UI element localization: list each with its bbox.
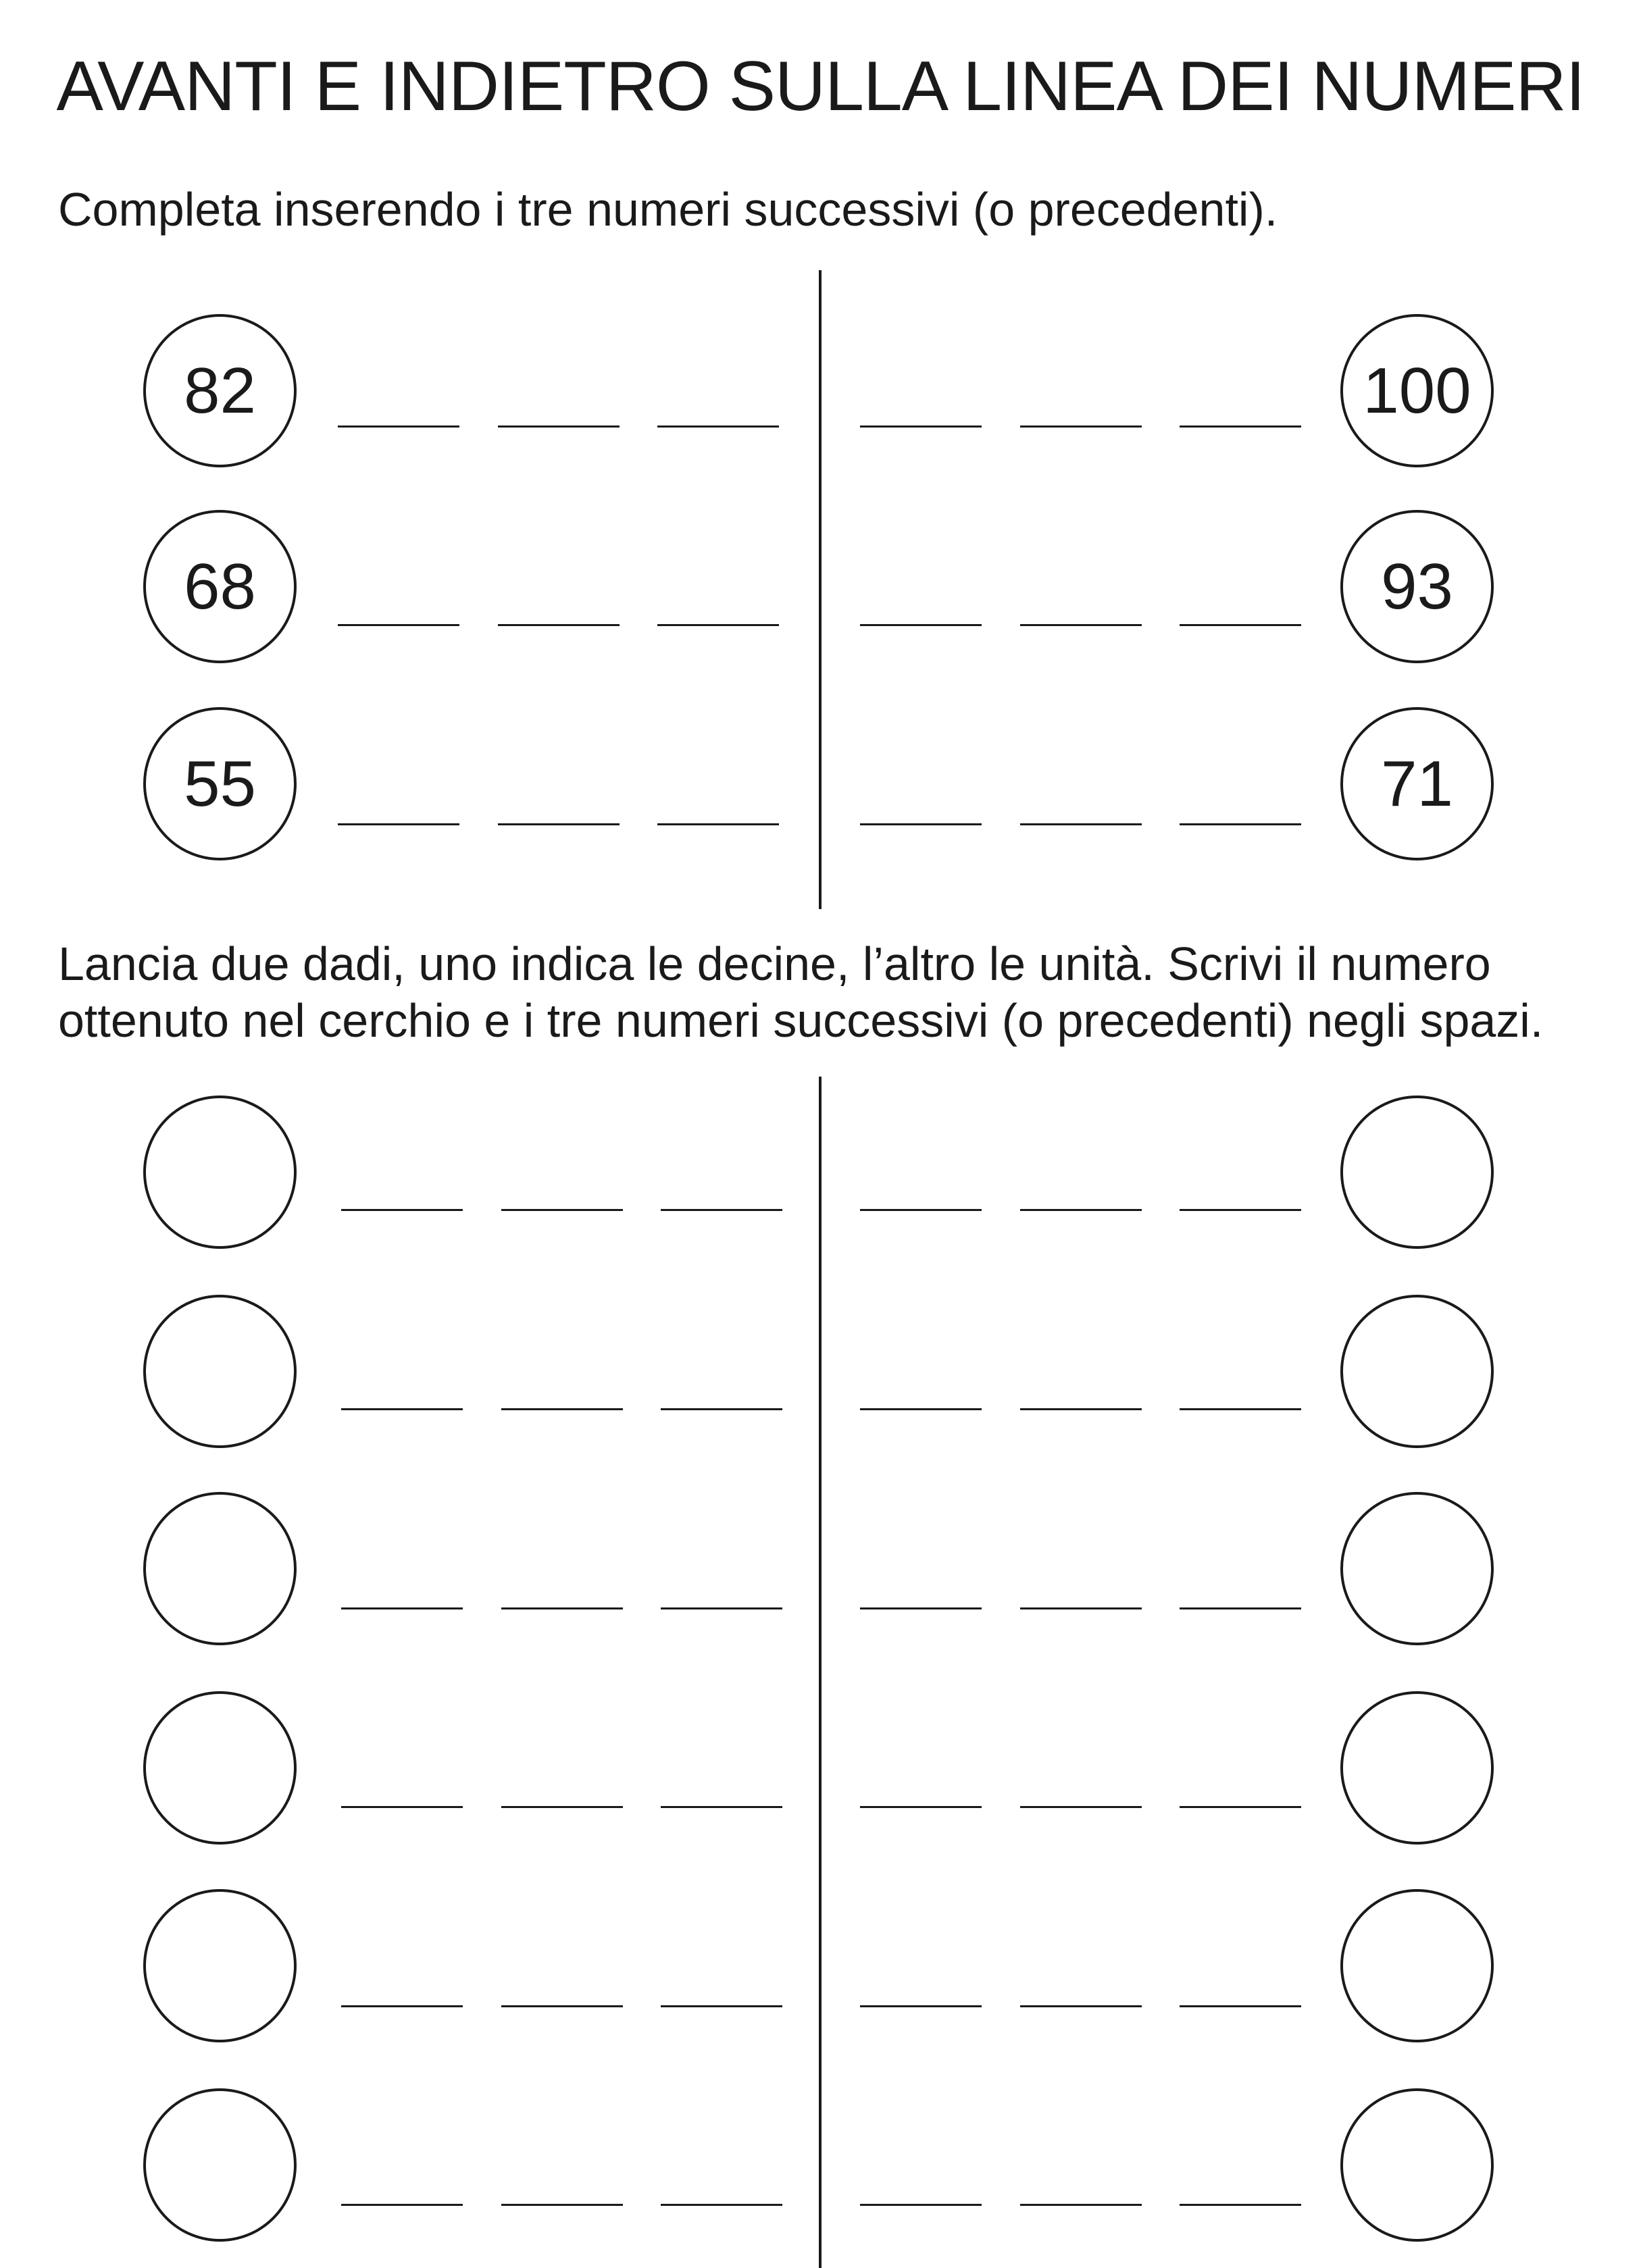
end-number-circle: 100 [1340,314,1494,467]
answer-blank[interactable] [341,1209,463,1211]
answer-blank[interactable] [1020,1806,1142,1808]
answer-blank[interactable] [498,823,620,825]
instruction-section-1: Completa inserendo i tre numeri successivi (o precedenti). [58,183,1278,236]
answer-blank[interactable] [860,1209,982,1211]
answer-blank[interactable] [1180,426,1301,428]
center-divider-section-2 [819,1077,822,2268]
answer-blank[interactable] [338,426,459,428]
dice-number-circle[interactable] [143,1096,297,1249]
answer-blank[interactable] [341,1806,463,1808]
dice-number-circle[interactable] [1340,1889,1494,2042]
answer-blank[interactable] [341,2204,463,2206]
answer-blank[interactable] [860,2005,982,2007]
answer-blank[interactable] [657,426,779,428]
answer-blank[interactable] [1180,2005,1301,2007]
answer-blank[interactable] [1020,1209,1142,1211]
answer-blank[interactable] [1020,1607,1142,1609]
dice-number-circle[interactable] [1340,1295,1494,1448]
answer-blank[interactable] [501,2204,623,2206]
dice-number-circle[interactable] [143,1691,297,1845]
answer-blank[interactable] [1180,2204,1301,2206]
answer-blank[interactable] [860,426,982,428]
answer-blank[interactable] [661,1209,782,1211]
answer-blank[interactable] [860,1607,982,1609]
answer-blank[interactable] [1180,1209,1301,1211]
start-number-circle: 68 [143,510,297,663]
answer-blank[interactable] [1180,1408,1301,1410]
answer-blank[interactable] [1180,624,1301,626]
answer-blank[interactable] [661,1806,782,1808]
start-number-circle: 55 [143,707,297,860]
instruction-line: Lancia due dadi, uno indica le decine, l’altro le unità. Scrivi il numero [58,937,1491,990]
answer-blank[interactable] [1180,1607,1301,1609]
answer-blank[interactable] [661,1607,782,1609]
answer-blank[interactable] [1020,426,1142,428]
answer-blank[interactable] [501,1408,623,1410]
instruction-section-2 [58,935,1543,1049]
answer-blank[interactable] [860,2204,982,2206]
end-number-circle: 93 [1340,510,1494,663]
answer-blank[interactable] [338,823,459,825]
page-title: AVANTI E INDIETRO SULLA LINEA DEI NUMERI [56,47,1585,126]
answer-blank[interactable] [341,1607,463,1609]
answer-blank[interactable] [498,624,620,626]
answer-blank[interactable] [860,624,982,626]
answer-blank[interactable] [1020,2005,1142,2007]
dice-number-circle[interactable] [143,1889,297,2042]
center-divider-section-1 [819,270,822,909]
start-number-circle: 82 [143,314,297,467]
answer-blank[interactable] [860,1806,982,1808]
answer-blank[interactable] [498,426,620,428]
answer-blank[interactable] [661,1408,782,1410]
answer-blank[interactable] [1020,624,1142,626]
dice-number-circle[interactable] [1340,1096,1494,1249]
answer-blank[interactable] [338,624,459,626]
dice-number-circle[interactable] [1340,2088,1494,2242]
dice-number-circle[interactable] [143,2088,297,2242]
answer-blank[interactable] [341,1408,463,1410]
dice-number-circle[interactable] [1340,1492,1494,1645]
answer-blank[interactable] [1020,2204,1142,2206]
answer-blank[interactable] [501,1607,623,1609]
answer-blank[interactable] [501,1209,623,1211]
answer-blank[interactable] [501,2005,623,2007]
answer-blank[interactable] [661,2005,782,2007]
answer-blank[interactable] [657,823,779,825]
instruction-line: ottenuto nel cerchio e i tre numeri successivi (o precedenti) negli spazi. [58,994,1544,1047]
end-number-circle: 71 [1340,707,1494,860]
dice-number-circle[interactable] [143,1295,297,1448]
answer-blank[interactable] [661,2204,782,2206]
answer-blank[interactable] [860,1408,982,1410]
answer-blank[interactable] [1020,823,1142,825]
answer-blank[interactable] [657,624,779,626]
answer-blank[interactable] [1180,1806,1301,1808]
answer-blank[interactable] [1020,1408,1142,1410]
answer-blank[interactable] [501,1806,623,1808]
dice-number-circle[interactable] [1340,1691,1494,1845]
answer-blank[interactable] [341,2005,463,2007]
answer-blank[interactable] [1180,823,1301,825]
answer-blank[interactable] [860,823,982,825]
dice-number-circle[interactable] [143,1492,297,1645]
